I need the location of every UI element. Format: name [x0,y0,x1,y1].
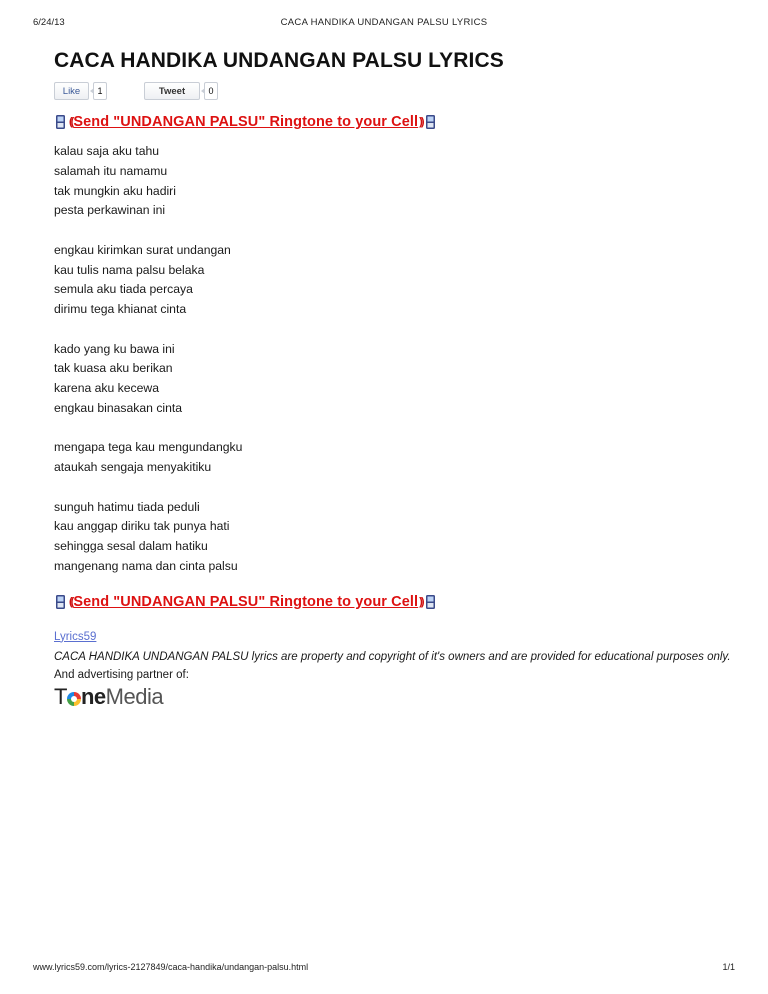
signal-wave-icon: (( [69,595,73,608]
tweet-widget [144,82,218,100]
lyric-line: semula aku tiada percaya [54,282,193,297]
lyric-line: sunguh hatimu tiada peduli [54,499,200,514]
ringtone-link-top[interactable]: Send "UNDANGAN PALSU" Ringtone to your Cell [73,114,419,130]
ringtone-banner-bottom [54,591,734,613]
signal-wave-icon: )) [419,116,423,128]
lyrics [54,142,734,577]
social-buttons [54,82,734,100]
signal-wave-icon: )) [419,595,423,608]
lyrics-stanza [54,241,734,320]
main-content [54,48,734,709]
lyric-line: dirimu tega khianat cinta [54,302,187,317]
partner-text: And advertising partner of: [54,668,189,681]
lyric-line: engkau binasakan cinta [54,400,183,415]
lyric-line: tak kuasa aku berikan [54,361,173,376]
print-title: CACA HANDIKA UNDANGAN PALSU LYRICS [280,17,488,28]
lyrics-stanza [54,498,734,577]
lyrics-stanza [54,340,734,419]
like-widget [54,82,107,100]
tweet-button[interactable]: Tweet [144,82,200,100]
phone-icon [424,114,438,130]
tonemedia-logo[interactable]: T ne Media [54,683,164,709]
tonemedia-logo-o-icon [67,692,81,706]
print-url: www.lyrics59.com/lyrics-2127849/caca-handika/undangan-palsu.html [33,962,309,972]
lyric-line: sehingga sesal dalam hatiku [54,539,208,554]
like-count: 1 [93,82,107,100]
source-link[interactable]: Lyrics59 [54,630,97,643]
like-button[interactable]: Like [54,82,89,100]
lyrics-stanza [54,438,734,478]
ringtone-link-bottom[interactable]: Send "UNDANGAN PALSU" Ringtone to your Cell [73,593,419,610]
lyric-line: mangenang nama dan cinta palsu [54,558,238,573]
phone-icon [424,594,438,610]
phone-icon [54,594,68,610]
lyric-line: mengapa tega kau mengundangku [54,440,243,455]
lyrics-stanza [54,142,734,221]
page-footer [54,627,734,709]
tweet-count: 0 [204,82,218,100]
print-date: 6/24/13 [33,17,65,28]
page-number: 1/1 [722,962,735,972]
ringtone-banner-top [54,111,734,133]
lyric-line: ataukah sengaja menyakitiku [54,460,212,475]
print-header [33,17,735,31]
signal-wave-icon: (( [69,116,73,128]
lyric-line: kau tulis nama palsu belaka [54,262,205,277]
lyric-line: pesta perkawinan ini [54,203,166,218]
phone-icon [54,114,68,130]
lyric-line: tak mungkin aku hadiri [54,183,176,198]
copyright-notice: CACA HANDIKA UNDANGAN PALSU lyrics are property and copyright of it's owners and are provided for educational purposes only. [54,650,731,663]
lyric-line: kau anggap diriku tak punya hati [54,519,230,534]
lyric-line: karena aku kecewa [54,381,160,396]
lyric-line: salamah itu namamu [54,163,168,178]
page-title: CACA HANDIKA UNDANGAN PALSU LYRICS [54,49,504,72]
lyric-line: kado yang ku bawa ini [54,341,175,356]
lyric-line: kalau saja aku tahu [54,144,160,158]
lyric-line: engkau kirimkan surat undangan [54,242,231,257]
